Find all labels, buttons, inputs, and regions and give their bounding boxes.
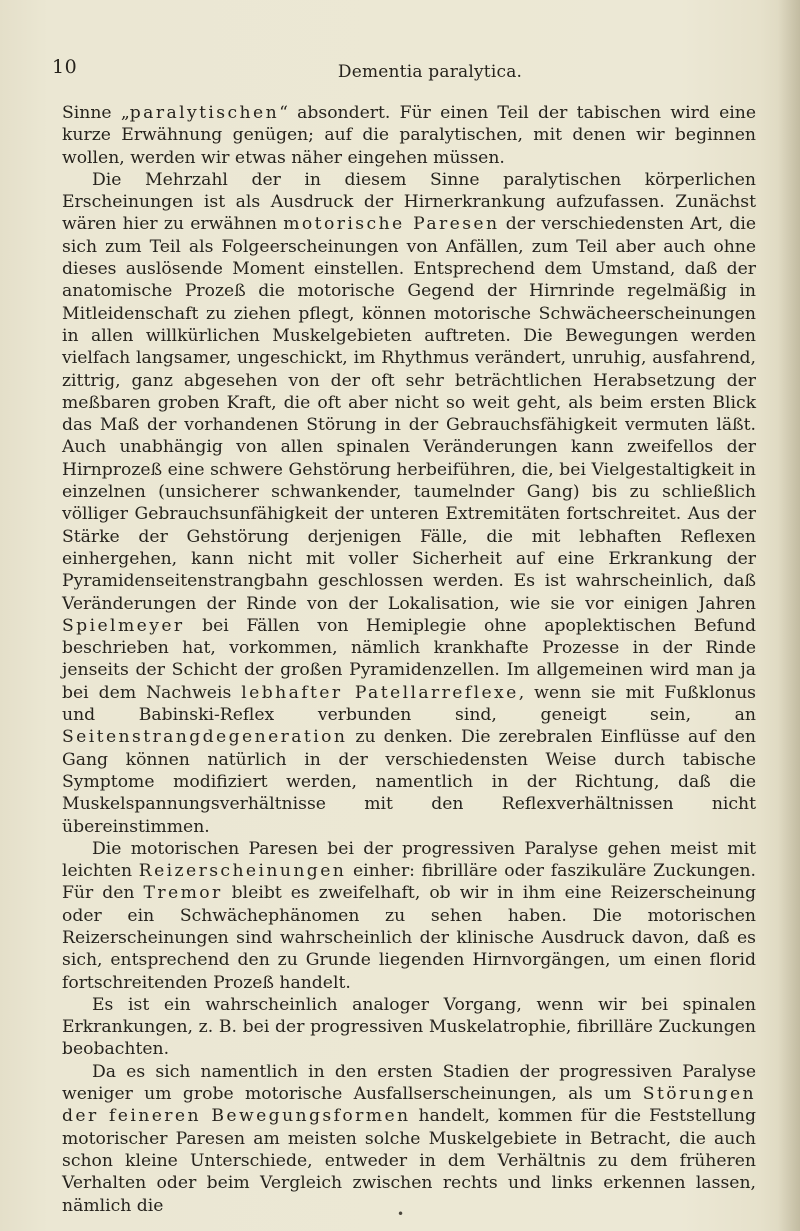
emphasized-term: lebhafter Patellarreflexe	[241, 682, 519, 703]
footer-mark: •	[397, 1207, 405, 1221]
emphasized-term: motorische Paresen	[283, 214, 500, 235]
text-run: einher: fibrilläre oder faszikuläre Zuckungen. Für den	[62, 861, 756, 904]
page-edge-shadow	[778, 0, 800, 1231]
text-run: Die Mehrzahl der in diesem Sinne paralytischen körperlichen Erscheinungen ist als Ausdruck der Hirnerkrankung aufzufassen. Zunächst wären hier zu erwähnen	[62, 169, 756, 235]
text-run: Es ist ein wahrscheinlich analoger Vorgang, wenn wir bei spinalen Erkrankungen, z. B. bei der progressiven Muskelatrophie, fibrilläre Zuckungen beobachten.	[62, 994, 756, 1060]
text-run: bleibt es zweifelhaft, ob wir in ihm eine Reizerscheinung oder ein Schwächephänomen zu sehen haben. Die motorischen Reizerscheinungen sind wahrscheinlich der klinische Ausdruck davon, daß es sich, entsprechend den zu Grunde liegenden Hirnvorgängen, um einen florid fortschreitenden Prozeß handelt.	[62, 883, 756, 993]
text-run: handelt, kommen für die Feststellung motorischer Paresen am meisten solche Muskelgebiete in Betracht, die auch schon kleine Unterschiede, entweder in dem Verhältnis zu dem früheren Verhalten oder beim Vergleich zwischen rechts und links erkennen lassen, nämlich die	[62, 1106, 756, 1216]
paragraph	[62, 102, 756, 169]
emphasized-term: Reizerscheinungen	[138, 861, 347, 882]
text-run: bei Fällen von Hemiplegie ohne apoplektischen Befund beschrieben hat, vorkommen, nämlich krankhafte Prozesse in der Rinde jenseits der Schicht der großen Pyramidenzellen. Im allgemeinen wird man ja bei dem Nachweis	[62, 615, 756, 703]
emphasized-term: Seitenstrangdegeneration	[62, 727, 348, 748]
emphasized-term: Spielmeyer	[62, 615, 185, 636]
text-run: , wenn sie mit Fußklonus und Babinski-Reflex verbunden sind, geneigt sein, an	[62, 682, 756, 726]
paragraph	[62, 169, 756, 838]
emphasized-term: Störungen der feineren Bewegungsformen	[62, 1084, 756, 1127]
paragraph	[62, 838, 756, 994]
emphasized-term: paralytischen	[129, 103, 280, 123]
text-run: Sinne „	[62, 103, 130, 123]
text-run: zu denken. Die zerebralen Einflüsse auf den Gang können natürlich in der verschiedensten Weise durch tabische Symptome modifiziert werden, namentlich in der Richtung, daß die Muskelspannungsverhältnisse mit den Reflexverhältnissen nicht übereinstimmen.	[62, 727, 756, 837]
text-run: “ absondert. Für einen Teil der tabischen wird eine kurze Erwähnung genügen; auf die paralytischen, mit denen wir beginnen wollen, werden wir etwas näher eingehen müssen.	[62, 103, 756, 168]
text-run: der verschiedensten Art, die sich zum Teil als Folgeerscheinungen von Anfällen, zum Teil aber auch ohne dieses auslösende Moment einstellen. Entsprechend dem Umstand, daß der anatomische Prozeß die motorische Gegend der Hirnrinde regelmäßig in Mitleidenschaft zu ziehen pflegt, können motorische Schwächeerscheinungen in allen willkürlichen Muskelgebieten auftreten. Die Bewegungen werden vielfach langsamer, ungeschickt, im Rhythmus verändert, unruhig, ausfahrend, zittrig, ganz abgesehen von der oft sehr beträchtlichen Herabsetzung der meßbaren groben Kraft, die oft aber nicht so weit geht, als beim ersten Blick das Maß der vorhandenen Störung in der Gebrauchsfähigkeit vermuten läßt. Auch unabhängig von allen spinalen Veränderungen kann zweifellos der Hirnprozeß eine schwere Gehstörung herbeiführen, die, bei Vielgestaltigkeit in einzelnen (unsicherer schwankender, taumelnder Gang) bis zu schließlich völliger Gebrauchsunfähigkeit der unteren Extremitäten fortschreitet. Aus der Stärke der Gehstörung derjenigen Fälle, die mit lebhaften Reflexen einhergehen, kann nicht mit voller Sicherheit auf eine Erkrankung der Pyramidenseitenstrangbahn geschlossen werden. Es ist wahrscheinlich, daß Veränderungen der Rinde von der Lokalisation, wie sie vor einigen Jahren	[62, 214, 757, 614]
running-header	[0, 62, 800, 82]
paragraph	[62, 1061, 756, 1217]
text-run: Die motorischen Paresen bei der progressiven Paralyse gehen meist mit leichten	[62, 838, 756, 882]
running-title: Dementia paralytica.	[337, 62, 523, 82]
text-run: Da es sich namentlich in den ersten Stadien der progressiven Paralyse weniger um grobe motorische Ausfallserscheinungen, als um	[62, 1061, 756, 1105]
emphasized-term: Tremor	[143, 883, 223, 904]
paragraph	[62, 994, 756, 1061]
page-number: 10	[52, 56, 78, 78]
body-text	[62, 102, 756, 1217]
